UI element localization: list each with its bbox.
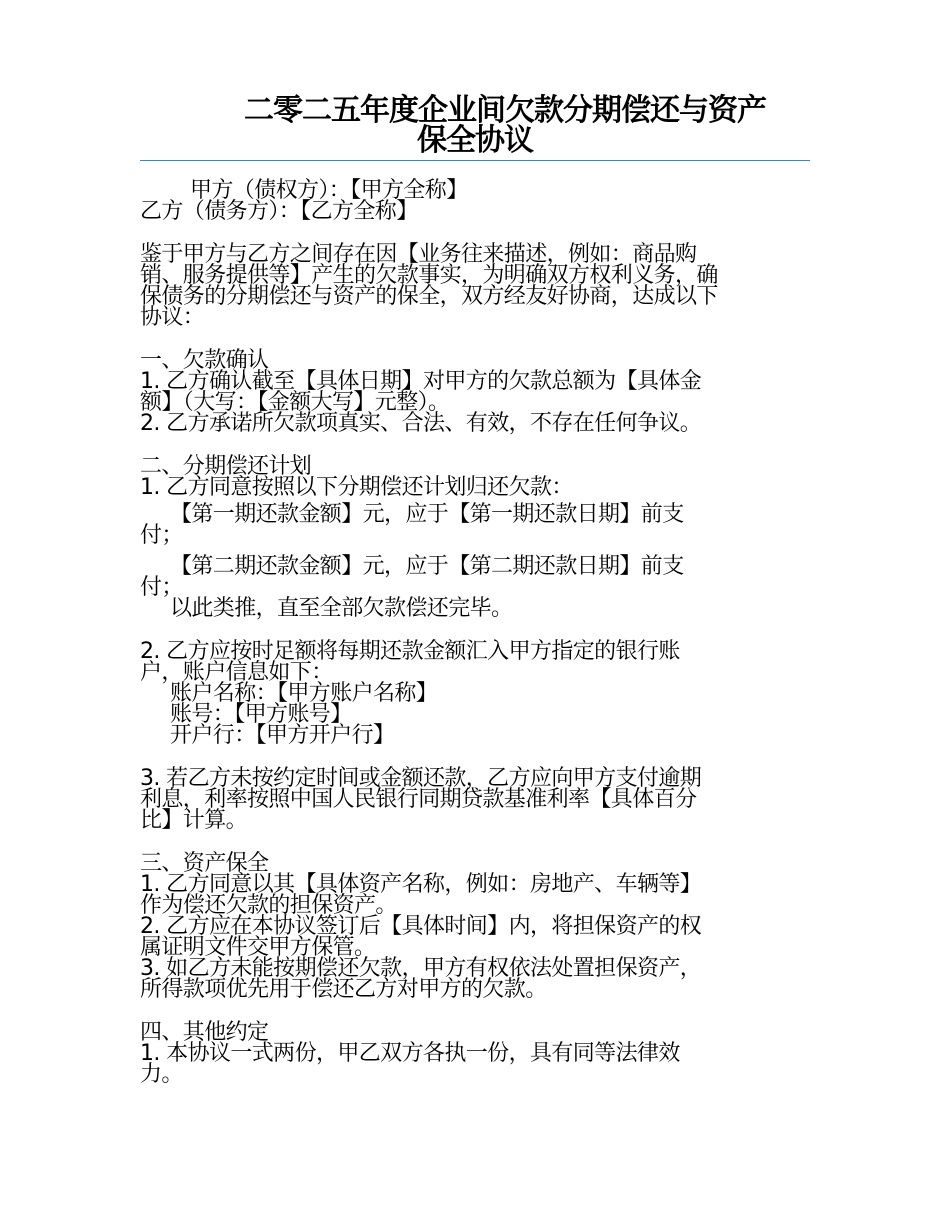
clause-line: 作为偿还欠款的担保资产。 <box>140 893 397 918</box>
spacer <box>140 1000 812 1022</box>
spacer <box>140 746 812 768</box>
clause-line: 2. 乙方承诺所欠款项真实、合法、有效，不存在任何争议。 <box>140 411 702 436</box>
section-asset-preservation <box>140 853 812 1000</box>
clause-line: 所得款项优先用于偿还乙方对甲方的欠款。 <box>140 977 547 1002</box>
title-line-2: 保全协议 <box>417 123 533 158</box>
clause-line: 力。 <box>140 1062 183 1087</box>
clause-line: 1. 本协议一式两份，甲乙双方各执一份，具有同等法律效 <box>140 1041 680 1066</box>
clause-line: 利息，利率按照中国人民银行同期贷款基准利率【具体百分 <box>140 787 697 812</box>
preamble-line: 销、服务提供等】产生的欠款事实，为明确双方权利义务，确 <box>140 263 718 288</box>
preamble-line: 保债务的分期偿还与资产的保全，双方经友好协商，达成以下 <box>140 284 718 309</box>
section-other-terms <box>140 1022 812 1085</box>
section-heading: 二、分期偿还计划 <box>140 454 312 479</box>
installment-line: 付； <box>140 523 183 548</box>
account-name: 账户名称：【甲方账户名称】 <box>170 681 438 706</box>
clause-line: 2. 乙方应按时足额将每期还款金额汇入甲方指定的银行账 <box>140 639 680 664</box>
account-number: 账号：【甲方账号】 <box>170 702 352 727</box>
title-line-1: 二零二五年度企业间欠款分期偿还与资产 <box>244 93 766 128</box>
document-title <box>140 93 810 158</box>
installment-line: 以此类推，直至全部欠款偿还完毕。 <box>170 596 513 621</box>
account-bank: 开户行：【甲方开户行】 <box>170 723 395 748</box>
clause-line: 属证明文件交甲方保管。 <box>140 935 376 960</box>
clause-line: 3. 如乙方未能按期偿还欠款，甲方有权依法处置担保资产， <box>140 956 702 981</box>
section-heading: 一、欠款确认 <box>140 348 269 373</box>
clause-line: 2. 乙方应在本协议签订后【具体时间】内，将担保资产的权 <box>140 914 702 939</box>
section-installment-plan <box>140 456 812 831</box>
preamble <box>140 244 812 328</box>
party-a: 甲方（债权方）：【甲方全称】 <box>190 178 468 203</box>
clause-line: 额】（大写：【金额大写】元整）。 <box>140 390 450 415</box>
title-divider <box>140 160 810 161</box>
spacer <box>140 434 812 456</box>
installment-line: 【第一期还款金额】元，应于【第一期还款日期】前支 <box>170 502 684 527</box>
spacer <box>140 831 812 853</box>
party-b: 乙方（债务方）：【乙方全称】 <box>140 199 418 224</box>
clause-line: 1. 乙方确认截至【具体日期】对甲方的欠款总额为【具体金 <box>140 369 702 394</box>
section-debt-confirmation <box>140 350 812 434</box>
document-body <box>140 180 812 1085</box>
clause-line: 1. 乙方同意以其【具体资产名称，例如：房地产、车辆等】 <box>140 872 702 897</box>
clause-line: 3. 若乙方未按约定时间或金额还款，乙方应向甲方支付逾期 <box>140 766 702 791</box>
clause-line: 比】计算。 <box>140 808 248 833</box>
installment-line: 付； <box>140 575 183 600</box>
section-heading: 三、资产保全 <box>140 851 269 876</box>
installment-line: 【第二期还款金额】元，应于【第二期还款日期】前支 <box>170 554 684 579</box>
clause-line: 1. 乙方同意按照以下分期偿还计划归还欠款： <box>140 475 573 500</box>
preamble-line: 协议： <box>140 305 205 330</box>
section-heading: 四、其他约定 <box>140 1020 269 1045</box>
clause-line: 户，账户信息如下： <box>140 660 333 685</box>
preamble-line: 鉴于甲方与乙方之间存在因【业务往来描述，例如：商品购 <box>140 242 697 267</box>
spacer <box>140 328 812 350</box>
spacer <box>140 222 812 244</box>
spacer <box>140 619 812 641</box>
